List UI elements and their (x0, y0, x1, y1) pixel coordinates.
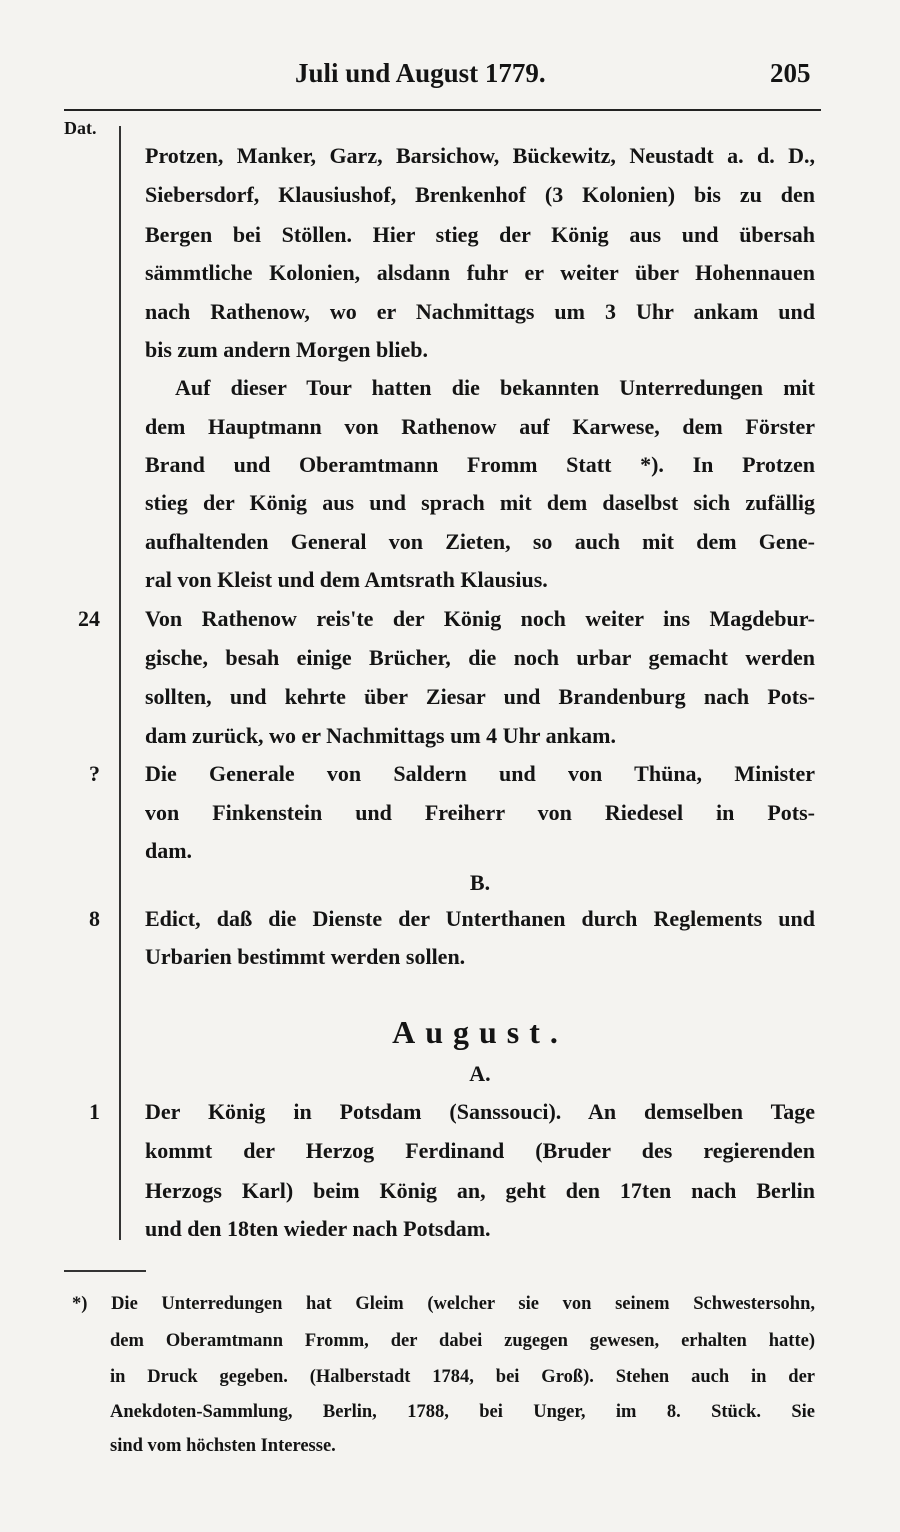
text-line: dam zurück, wo er Nachmittags um 4 Uhr ankam. (145, 723, 616, 748)
text-line: Edict, daß die Dienste der Unterthanen durch Reglements und (145, 906, 815, 931)
text-line: Urbarien bestimmt werden sollen. (145, 944, 466, 969)
section-heading: B. (469, 870, 491, 895)
footnote-line: Anekdoten-Sammlung, Berlin, 1788, bei Unger, im 8. Stück. Sie (110, 1402, 815, 1422)
date-marker: 8 (89, 906, 100, 931)
text-line: sollten, und kehrte über Ziesar und Brandenburg nach Pots- (145, 684, 815, 709)
text-line: Von Rathenow reis'te der König noch weiter ins Magdebur- (145, 606, 815, 631)
text-line: und den 18ten wieder nach Potsdam. (145, 1216, 491, 1241)
footnote-line: *) Die Unterredungen hat Gleim (welcher sie von seinem Schwestersohn, (72, 1294, 815, 1314)
text-line: sämmtliche Kolonien, alsdann fuhr er weiter über Hohennauen (145, 260, 815, 285)
text-line: Der König in Potsdam (Sanssouci). An demselben Tage (145, 1099, 815, 1124)
text-line: dam. (145, 838, 193, 863)
date-column-label: Dat. (64, 118, 97, 138)
page-number: 205 (770, 58, 811, 88)
footnote-line: in Druck gegeben. (Halberstadt 1784, bei Groß). Stehen auch in der (110, 1367, 815, 1387)
text-line: aufhaltenden General von Zieten, so auch mit dem Gene- (145, 529, 815, 554)
footnote-rule (64, 1270, 146, 1272)
text-line: Die Generale von Saldern und von Thüna, Minister (145, 761, 815, 786)
text-line: nach Rathenow, wo er Nachmittags um 3 Uhr ankam und (145, 299, 815, 324)
text-line: gische, besah einige Brücher, die noch urbar gemacht werden (145, 645, 815, 670)
header-rule (64, 109, 821, 111)
section-heading: A. (469, 1061, 491, 1086)
text-line: kommt der Herzog Ferdinand (Bruder des regierenden (145, 1138, 815, 1163)
text-line: Siebersdorf, Klausiushof, Brenkenhof (3 Kolonien) bis zu den (145, 182, 815, 207)
text-line: ral von Kleist und dem Amtsrath Klausius. (145, 567, 548, 592)
date-marker: 24 (78, 606, 100, 631)
text-line: von Finkenstein und Freiherr von Riedesel in Pots- (145, 800, 815, 825)
month-heading: August. (392, 1014, 568, 1050)
text-line: bis zum andern Morgen blieb. (145, 337, 428, 362)
text-line: Protzen, Manker, Garz, Barsichow, Bückewitz, Neustadt a. d. D., (145, 143, 815, 168)
date-marker: 1 (89, 1099, 100, 1124)
text-line: stieg der König aus und sprach mit dem daselbst sich zufällig (145, 490, 815, 515)
text-line: Herzogs Karl) beim König an, geht den 17ten nach Berlin (145, 1178, 815, 1203)
text-line: Auf dieser Tour hatten die bekannten Unterredungen mit (175, 375, 815, 400)
text-line: Bergen bei Stöllen. Hier stieg der König aus und übersah (145, 222, 815, 247)
text-line: dem Hauptmann von Rathenow auf Karwese, dem Förster (145, 414, 815, 439)
running-head: Juli und August 1779. (295, 58, 546, 88)
date-marker: ? (89, 761, 100, 786)
section-heading (145, 1014, 815, 1050)
footnote-line: sind vom höchsten Interesse. (110, 1436, 336, 1456)
footnote-line: dem Oberamtmann Fromm, der dabei zugegen gewesen, erhalten hatte) (110, 1331, 815, 1351)
column-rule (119, 126, 121, 1240)
text-line: Brand und Oberamtmann Fromm Statt *). In Protzen (145, 452, 815, 477)
